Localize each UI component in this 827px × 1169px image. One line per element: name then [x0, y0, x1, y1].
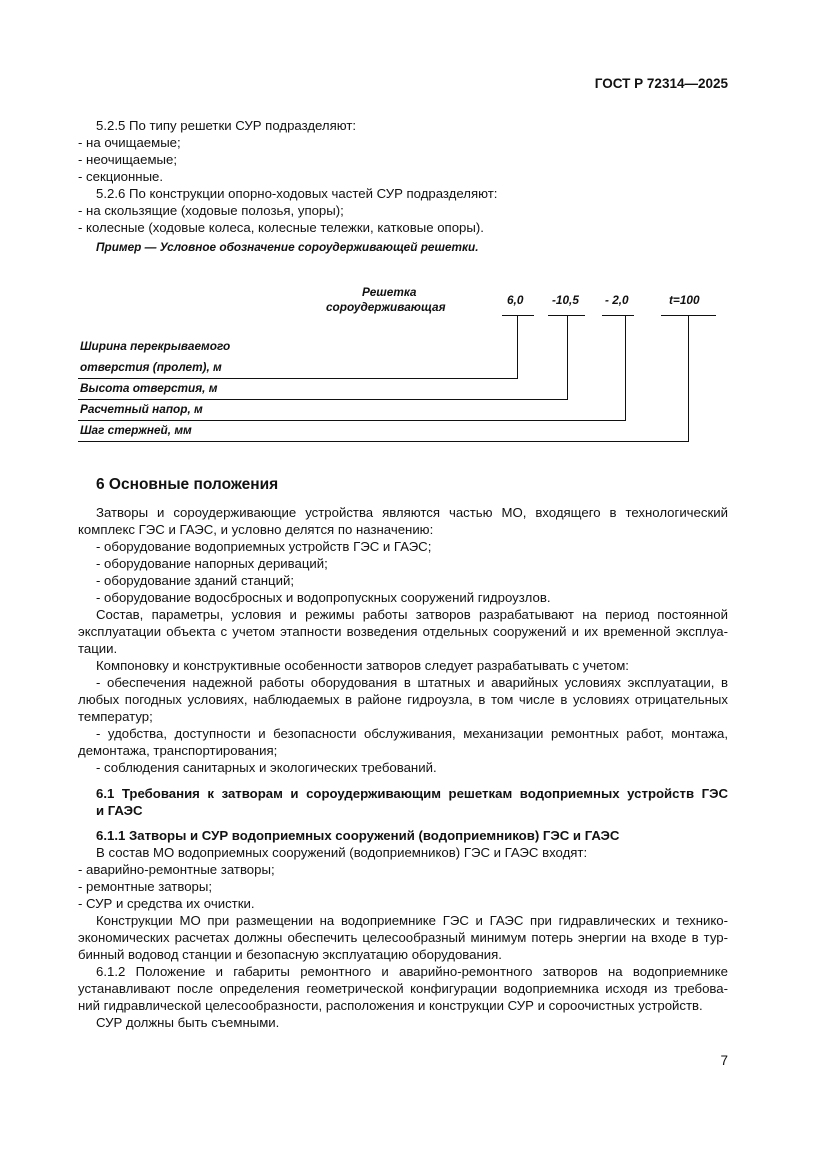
list-item: - аварийно-ремонтные затворы;: [78, 862, 275, 877]
list-item: - обеспечения надежной работы оборудования в штатных и аварийных условиях эксплуатации, в: [96, 675, 728, 690]
diagram-label-head: Расчетный напор, м: [80, 402, 203, 416]
list-item: - ремонтные затворы;: [78, 879, 213, 894]
diagram-value-head: - 2,0: [605, 293, 629, 307]
paragraph-line: СУР должны быть съемными.: [96, 1015, 280, 1030]
list-item: - оборудование зданий станций;: [96, 573, 295, 588]
paragraph-line: бинный водовод станции и безопасную эксплуатацию оборудования.: [78, 947, 502, 962]
paragraph-line: Компоновку и конструктивные особенности затворов следует разрабатывать с учетом:: [96, 658, 629, 673]
diagram-leader: [688, 315, 689, 441]
list-item: - оборудование водосбросных и водопропускных сооружений гидроузлов.: [96, 590, 551, 605]
subsection-heading-6-1: [78, 785, 728, 819]
diagram-label-line: [78, 420, 626, 421]
clause-5-2-6: 5.2.6 По конструкции опорно-ходовых частей СУР подразделяют:: [96, 186, 498, 201]
list-item: - колесные (ходовые колеса, колесные тележки, катковые опоры).: [78, 220, 484, 235]
section-6-1-body: [78, 844, 728, 1031]
list-item-cont: любых погодных условиях, наблюдаемых в районе гидроузла, в том числе в условиях отрицательных: [78, 692, 728, 707]
list-item: - на очищаемые;: [78, 135, 181, 150]
paragraph-line: эксплуатации объекта с учетом этапности возведения отдельных сооружений и их временной эксплуа-: [78, 624, 728, 639]
list-item: - СУР и средства их очистки.: [78, 896, 255, 911]
diagram-label-line: [78, 441, 689, 442]
diagram-leader: [517, 315, 518, 378]
diagram-label-span: Ширина перекрываемого: [80, 339, 231, 353]
diagram-underline: [502, 315, 534, 316]
paragraph-line: Затворы и сороудерживающие устройства являются частью МО, входящего в технологический: [96, 505, 728, 520]
paragraph-line: В состав МО водоприемных сооружений (водоприемников) ГЭС и ГАЭС входят:: [96, 845, 588, 860]
paragraph-line: устанавливают после определения геометрической конфигурации водоприемника исходя из требова-: [78, 981, 728, 996]
list-item: - соблюдения санитарных и экологических требований.: [96, 760, 437, 775]
document-standard-number: ГОСТ Р 72314—2025: [594, 76, 728, 91]
list-item-cont: демонтажа, транспортирования;: [78, 743, 278, 758]
diagram-title-line-2: сороудерживающая: [326, 300, 446, 314]
heading-line: 6.1 Требования к затворам и сороудерживающим решеткам водоприемных устройств ГЭС: [96, 786, 728, 801]
diagram-value-bar-pitch: t=100: [669, 293, 700, 307]
subsection-heading-6-1-1: 6.1.1 Затворы и СУР водоприемных сооружений (водоприемников) ГЭС и ГАЭС: [96, 828, 620, 843]
diagram-label-bar-pitch: Шаг стержней, мм: [80, 423, 192, 437]
example-caption: Пример — Условное обозначение сороудерживающей решетки.: [96, 240, 479, 254]
list-item: - неочищаемые;: [78, 152, 178, 167]
diagram-title-line-1: Решетка: [362, 285, 417, 299]
list-item: - удобства, доступности и безопасности обслуживания, механизации ремонтных работ, монтажа,: [96, 726, 728, 741]
paragraph-line: комплекс ГЭС и ГАЭС, и условно делятся по назначению:: [78, 522, 434, 537]
paragraph-line: 6.1.2 Положение и габариты ремонтного и аварийно-ремонтного затворов на водоприемнике: [96, 964, 728, 979]
list-item: - оборудование водоприемных устройств ГЭС и ГАЭС;: [96, 539, 432, 554]
diagram-leader: [567, 315, 568, 399]
clause-5-2-5: 5.2.5 По типу решетки СУР подразделяют:: [96, 118, 357, 133]
paragraph-line: тации.: [78, 641, 118, 656]
paragraph-line: Конструкции МО при размещении на водоприемнике ГЭС и ГАЭС при гидравлических и технико-: [96, 913, 728, 928]
diagram-underline: [602, 315, 634, 316]
diagram-value-span: 6,0: [507, 293, 524, 307]
diagram-leader: [625, 315, 626, 420]
diagram-label-height: Высота отверстия, м: [80, 381, 218, 395]
diagram-value-height: -10,5: [552, 293, 579, 307]
list-item: - оборудование напорных дериваций;: [96, 556, 328, 571]
diagram-label-line: [78, 399, 568, 400]
diagram-label-line: [78, 378, 518, 379]
paragraph-line: ний гидравлической целесообразности, расположения и конструкции СУР и сороочистных устройств.: [78, 998, 703, 1013]
paragraph-line: Состав, параметры, условия и режимы работы затворов разрабатывают на период постоянной: [96, 607, 728, 622]
heading-line: и ГАЭС: [96, 803, 143, 818]
list-item: - на скользящие (ходовые полозья, упоры);: [78, 203, 344, 218]
section-heading: 6 Основные положения: [96, 476, 279, 493]
list-item: - секционные.: [78, 169, 164, 184]
list-item-cont: температур;: [78, 709, 153, 724]
section-6-body: [78, 504, 728, 776]
paragraph-line: экономических расчетах должны обеспечить целесообразный минимум потерь энергии на входе в тур-: [78, 930, 728, 945]
diagram-label-span-cont: отверстия (пролет), м: [80, 360, 222, 374]
page-number: 7: [720, 1053, 728, 1068]
